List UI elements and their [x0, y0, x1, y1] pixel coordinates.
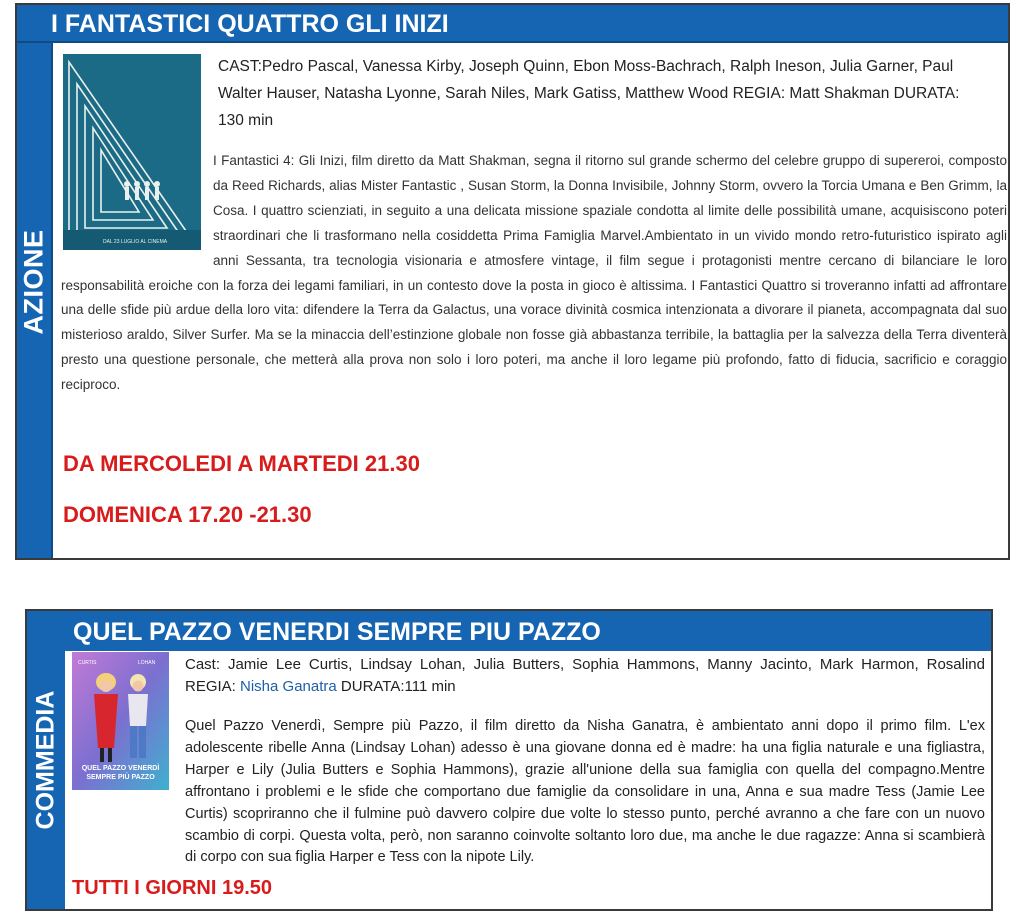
- movie-title: QUEL PAZZO VENERDI SEMPRE PIU PAZZO: [65, 611, 991, 651]
- svg-text:QUEL PAZZO VENERDÌ: QUEL PAZZO VENERDÌ: [81, 765, 160, 772]
- plot-text: Quel Pazzo Venerdì, Sempre più Pazzo, il film diretto da Nisha Ganatra, è ambientato anni dopo il primo film. L'ex adolescente ribelle Anna (Lindsay Lohan) adesso è una giovane donna ed è madre: ha una figlia naturale e una figliastra, Harper e Lily (Julia Butters e Sophia Hammons), grazie all'unione della sua famiglia con quella del compagno.Mentre affrontano i problemi e le sfide che comportano due famiglie da consolidare in una, Anna e sua madre Tess (Jamie Lee Curtis) scopriranno che il fulmine può davvero colpire due volte lo stesso punto, perché avranno a che fare con un nuovo scambio di corpi. Questa volta, però, non saranno coinvolte soltanto loro due, ma anche le due ragazze: Anna si scambierà di corpo con sua figlia Harper e Tess con la nipote Lily.: [185, 718, 985, 866]
- svg-text:DAL 23 LUGLIO AL CINEMA: DAL 23 LUGLIO AL CINEMA: [103, 239, 168, 245]
- movie-poster[interactable]: [72, 652, 169, 790]
- director-name: Nisha Ganatra: [240, 677, 337, 695]
- svg-text:CURTIS: CURTIS: [78, 660, 97, 666]
- showtime-sunday: DOMENICA 17.20 -21.30: [63, 502, 312, 527]
- showtime-weekly: DA MERCOLEDI A MARTEDI 21.30: [63, 451, 420, 476]
- plot-text: I Fantastici 4: Gli Inizi, film diretto da Matt Shakman, segna il ritorno sul grande schermo del celebre gruppo di supereroi, composto da Reed Richards, alias Mister Fantastic , Susan Storm, la Donna Invisibile, Johnny Storm, ovvero la Torcia Umana e Ben Grimm, la Cosa. I quattro scienziati, in seguito a una delicata missione spaziale condotta al limite delle possibilità umane, acquisiscono poteri straordinari che li trasformano nella cosiddetta Prima Famiglia Marvel.Ambientato in un vivido mondo retro-futuristico ispirato agli anni Sessanta, tra tecnologia visionaria e atmosfere vintage, il film segue i protagonisti mentre cercano di bilanciare le loro responsabilità eroiche con la forza dei legami familiari, in un contesto dove la posta in gioco è altissima. I Fantastici Quattro si troveranno infatti ad affrontare una delle sfide più ardue della loro vita: difendere la Terra da Galactus, una vorace divinità cosmica intenzionata a divorare il pianeta, accompagnata dal suo misterioso araldo, Silver Surfer. Ma se la minaccia dell’estinzione globale non fosse già abbastanza terribile, la battaglia per la salvezza della Terra diventerà presto una questione personale, che metterà alla prova non solo i loro poteri, ma anche il loro legame più profondo, fatto di fiducia, sacrificio e coraggio reciproco.: [61, 153, 1007, 393]
- genre-label: AZIONE: [17, 5, 53, 558]
- poster-artwork-icon: [72, 652, 169, 790]
- showtime-daily: TUTTI I GIORNI 19.50: [72, 877, 273, 899]
- svg-text:SEMPRE PIÙ PAZZO: SEMPRE PIÙ PAZZO: [86, 774, 155, 781]
- movie-card-fantastici-quattro: [15, 3, 1010, 560]
- cast-info: CAST:Pedro Pascal, Vanessa Kirby, Joseph Quinn, Ebon Moss-Bachrach, Ralph Ineson, Julia Garner, Paul Walter Hauser, Natasha Lyonne, Sarah Niles, Mark Gatiss, Matthew Wood REGIA: Matt Shakman DURATA: 130 min: [218, 58, 960, 129]
- cast-info: Cast: Jamie Lee Curtis, Lindsay Lohan, Julia Butters, Sophia Hammons, Manny Jacinto, Mark Harmon, Rosalind REGIA: Nisha Ganatra DURATA:111 min: [185, 656, 985, 695]
- movie-card-quel-pazzo-venerdi: [25, 609, 993, 911]
- movie-title: I FANTASTICI QUATTRO GLI INIZI: [17, 5, 1008, 43]
- genre-label: COMMEDIA: [27, 611, 65, 909]
- svg-text:LOHAN: LOHAN: [138, 660, 156, 666]
